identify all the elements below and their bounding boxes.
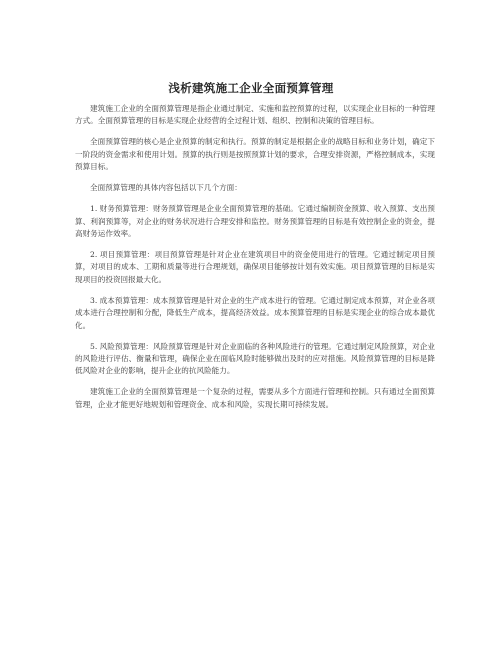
document-body: [75, 103, 435, 420]
paragraph-intro: 建筑施工企业的全面预算管理是指企业通过制定、实施和监控预算的过程，以实现企业目标的一种管理方式。全面预算管理的目标是实现企业经营的全过程计划、组织、控制和决策的管理目标。: [75, 104, 435, 126]
paragraph-project-budget: 2. 项目预算管理：项目预算管理是针对企业在建筑项目中的资金使用进行的管理。它通过制定项目预算，对项目的成本、工期和质量等进行合理规划，确保项目能够按计划有效实施。项目预算管理的目标是实现项目的投资回报最大化。: [75, 250, 435, 284]
paragraph-cost-budget: 3. 成本预算管理：成本预算管理是针对企业的生产成本进行的管理。它通过制定成本预算，对企业各项成本进行合理控制和分配，降低生产成本，提高经济效益。成本预算管理的目标是实现企业的综合成本最优化。: [75, 295, 435, 330]
paragraph-core: 全面预算管理的核心是企业预算的制定和执行。预算的制定是根据企业的战略目标和业务计划，确定下一阶段的资金需求和使用计划。预算的执行则是按照预算计划的要求，合理安排资源，严格控制成本，实现预算目标。: [75, 137, 435, 172]
document-title: 浅析建筑施工企业全面预算管理: [168, 81, 334, 95]
paragraph-financial-budget: 1. 财务预算管理：财务预算管理是企业全面预算管理的基础。它通过编制资金预算、收入预算、支出预算、利润预算等，对企业的财务状况进行合理安排和监控。财务预算管理的目标是有效控制企业的资金，提高财务运作效率。: [75, 204, 435, 239]
paragraph-risk-budget: 5. 风险预算管理：风险预算管理是针对企业面临的各种风险进行的管理。它通过制定风险预算，对企业的风险进行评估、衡量和管理，确保企业在面临风险时能够做出及时的应对措施。风险预算管理的目标是降低风险对企业的影响，提升企业的抗风险能力。: [75, 341, 435, 376]
paragraph-conclusion: 建筑施工企业的全面预算管理是一个复杂的过程，需要从多个方面进行管理和控制。只有通过全面预算管理，企业才能更好地规划和管理资金、成本和风险，实现长期可持续发展。: [75, 387, 435, 409]
paragraph-contents-lead: 全面预算管理的具体内容包括以下几个方面：: [90, 183, 242, 193]
